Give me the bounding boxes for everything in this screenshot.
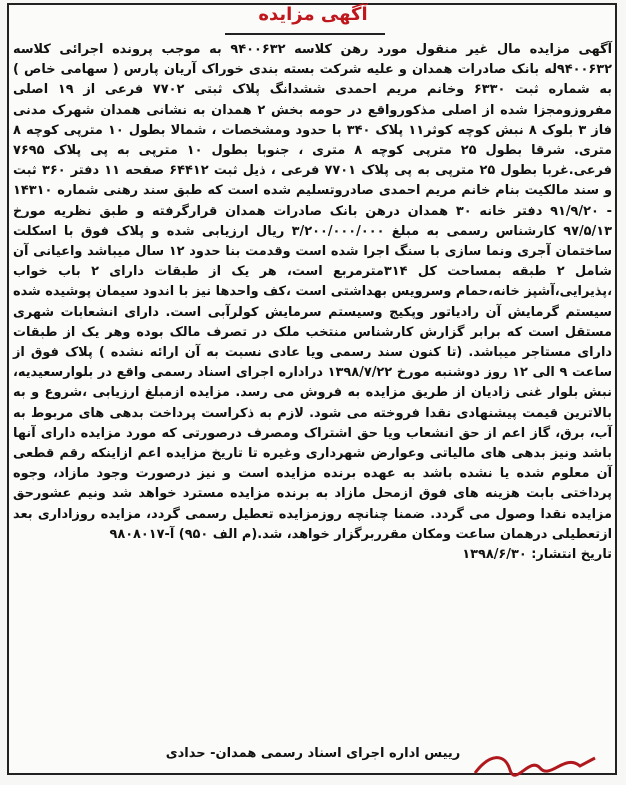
signature-line: رییس اداره اجرای اسناد رسمی همدان- حدادی (165, 746, 461, 761)
handwritten-signature (470, 748, 600, 778)
title-underline (225, 33, 385, 35)
notice-body (13, 40, 612, 565)
notice-text: آگهی مزایده مال غیر منقول مورد رهن کلاسه ۹۴۰۰۶۳۲ به موجب پرونده اجرائی کلاسه ۹۴۰۰۶۳۲له بانک صادرات همدان و علیه شرکت بسته بندی خوراک آریان پارس ( سهامی خاص ) به شماره ثبت ۶۳۳۰ وخانم مریم احمدی ششدانگ پلاک ثبتی ۷۷۰۲ فرعی از ۱۹ اصلی مفروزومجزا شده از اصلی مذکورواقع در حومه بخش ۲ همدان به نشانی همدان شهرک مدنی فاز ۳ بلوک ۸ نبش کوچه کوثر۱۱ پلاک ۳۴۰ با حدود ومشخصات ، شمالا بطول ۱۰ مترپی کوچه ۸ متری. شرقا بطول ۲۵ مترپی کوچه ۸ متری ، جنوبا بطول ۱۰ مترپی به پی پلاک ۷۶۹۵ فرعی.غربا بطول ۲۵ مترپی به پی پلاک ۷۷۰۱ فرعی ، ذیل ثبت ۶۴۴۱۲ صفحه ۱۱ دفتر ۳۶۰ ثبت و سند مالکیت بنام خانم مریم احمدی صادروتسلیم شده است که طبق سند رهنی شماره ۱۴۳۱۰ - ۹۱/۹/۲۰ دفتر خانه ۳۰ همدان درهن بانک صادرات همدان قرارگرفته و طبق نظریه مورخ ۹۷/۵/۱۳ کارشناس رسمی به مبلغ ۳/۲۰۰/۰۰۰/۰۰۰ ریال ارزیابی شده و پلاک فوق با اسکلت ساختمان آجری ونما سازی با سنگ اجرا شده است وقدمت بنا حدود ۱۲ سال میباشد واعیانی آن شامل ۲ طبقه بمساحت کل ۳۱۴مترمربع است، هر یک از طبقات دارای ۲ باب خواب ،پذیرایی،آشپز خانه،حمام وسرویس بهداشتی است ،کف واحدها نیز با اندود سیمان پوشیده شده سیستم گرمایش آن رادیاتور وپکیج وسیستم سرمایش کولرآبی است. دارای انشعابات شهری مستقل است که برابر گزارش کارشناس منتخب ملک در تصرف مالک بوده وهر یک از طبقات دارای مستاجر میباشد. (تا کنون سند رسمی ویا عادی نسبت به آن ارائه نشده ) پلاک فوق از ساعت ۹ الی ۱۲ روز دوشنبه مورخ ۱۳۹۸/۷/۲۲ درادارە اجرای اسناد رسمی واقع در بلوارسعیدیه، نبش بلوار غنی زادیان از طریق مزایده به فروش می رسد. مزایده ازمبلغ ارزیابی ،شروع و به بالاترین قیمت پیشنهادی نقدا فروخته می شود. لازم به ذکراست پرداخت بدهی های مربوط به آب، برق، گاز اعم از حق انشعاب ویا حق اشتراک ومصرف درصورتی که مورد مزایده دارای آنها باشد ونیز بدهی های مالیاتی وعوارض شهرداری وغیره تا تاریخ مزایده اعم ازاینکه رقم قطعی آن معلوم شده یا نشده باشد به عهده برنده مزایده است و نیز درصورت وجود مازاد، وجوه پرداختی بابت هزینه های فوق ازمحل مازاد به برنده مزایده مسترد خواهد شد ونیم عشورحق مزایده نقدا وصول می گردد. ضمنا چنانچه روزمزایده تعطیل رسمی گردد، مزایده روزاداری بعد ازتعطیلی درهمان ساعت ومکان مقرربرگزار خواهد، شد.(م الف ۹۵۰) آ-۹۸۰۸۰۱۷ (13, 42, 613, 542)
notice-title: آگهی مزایده (258, 4, 368, 25)
publish-date: تاریخ انتشار: ۱۳۹۸/۶/۳۰ (462, 547, 612, 563)
